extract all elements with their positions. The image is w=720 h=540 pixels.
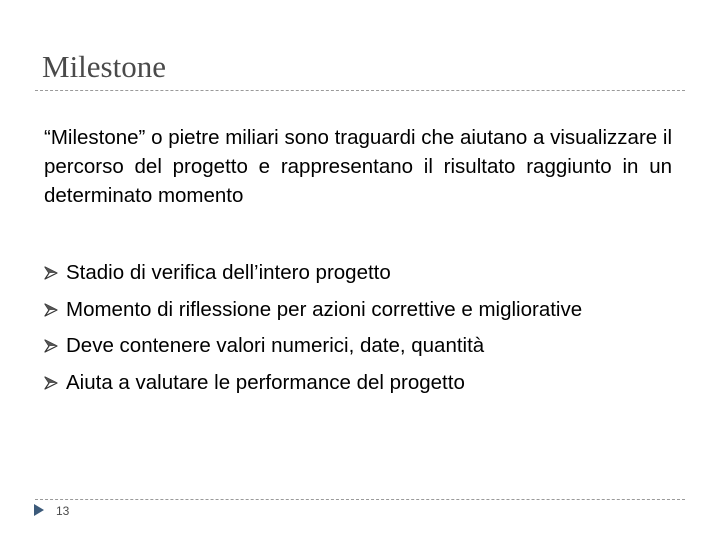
arrowhead-bullet-icon [44,303,58,317]
triangle-marker-icon [34,504,44,516]
bullet-text: Momento di riflessione per azioni correttive e migliorative [66,297,583,321]
title-divider [35,90,685,91]
bullet-text: Aiuta a valutare le performance del progetto [66,370,465,394]
arrowhead-bullet-icon [44,339,58,353]
footer-divider [35,499,685,500]
intro-paragraph: “Milestone” o pietre miliari sono traguardi che aiutano a visualizzare il percorso del progetto e rappresentano il risultato raggiunto in un determinato momento [44,126,672,207]
bullet-item [44,295,582,332]
arrowhead-bullet-icon [44,266,58,280]
bullet-item [44,368,582,405]
bullet-list [44,258,582,404]
slide-title: Milestone [42,49,166,84]
bullet-item [44,331,582,368]
arrowhead-bullet-icon [44,376,58,390]
page-number: 13 [56,504,70,518]
bullet-text: Deve contenere valori numerici, date, quantità [66,334,485,357]
bullet-item [44,258,582,295]
bullet-text: Stadio di verifica dell’intero progetto [66,261,391,284]
